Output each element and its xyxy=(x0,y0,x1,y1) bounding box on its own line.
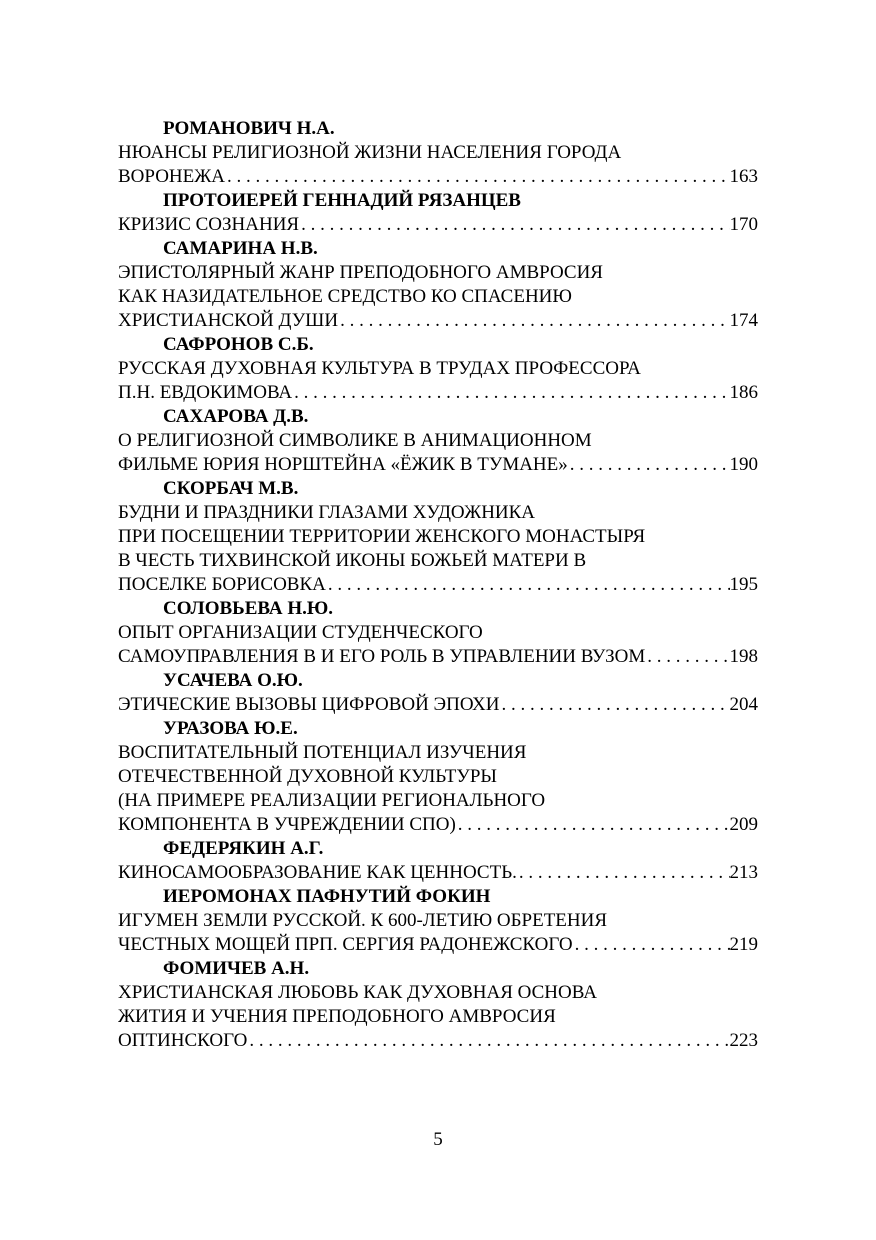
toc-title-line: (НА ПРИМЕРЕ РЕАЛИЗАЦИИ РЕГИОНАЛЬНОГО xyxy=(118,790,546,811)
toc-dot-leader xyxy=(292,381,729,405)
toc-author: ФОМИЧЕВ А.Н. xyxy=(163,958,310,979)
toc-title-text: КРИЗИС СОЗНАНИЯ xyxy=(118,214,300,235)
toc-entry xyxy=(118,885,758,957)
toc-title-line: ВОСПИТАТЕЛЬНЫЙ ПОТЕНЦИАЛ ИЗУЧЕНИЯ xyxy=(118,742,527,763)
toc-dot-leader xyxy=(338,309,729,333)
toc-page-number: 170 xyxy=(729,214,758,235)
toc-author: САХАРОВА Д.В. xyxy=(163,406,309,427)
toc-dot-leader xyxy=(247,1029,729,1053)
toc-title-line: ИГУМЕН ЗЕМЛИ РУССКОЙ. К 600-ЛЕТИЮ ОБРЕТЕНИЯ xyxy=(118,910,608,931)
toc-title-line: В ЧЕСТЬ ТИХВИНСКОЙ ИКОНЫ БОЖЬЕЙ МАТЕРИ В xyxy=(118,550,587,571)
toc-author: РОМАНОВИЧ Н.А. xyxy=(163,118,335,139)
toc-entry xyxy=(118,669,758,717)
toc-entry xyxy=(118,405,758,477)
toc-author: САФРОНОВ С.Б. xyxy=(163,334,314,355)
toc-dot-leader xyxy=(568,453,730,477)
toc-title-line: ЭПИСТОЛЯРНЫЙ ЖАНР ПРЕПОДОБНОГО АМВРОСИЯ xyxy=(118,262,603,283)
page-number: 5 xyxy=(433,1129,443,1150)
toc-title-line xyxy=(118,933,758,957)
toc-page-number: 195 xyxy=(729,574,758,595)
toc-title-line xyxy=(118,813,758,837)
toc-entry xyxy=(118,477,758,597)
toc-title-text: САМОУПРАВЛЕНИЯ В И ЕГО РОЛЬ В УПРАВЛЕНИИ ВУЗОМ xyxy=(118,646,646,667)
toc-title-text: ХРИСТИАНСКОЙ ДУШИ xyxy=(118,310,339,331)
toc-title-text: ОПТИНСКОГО xyxy=(118,1030,248,1051)
toc-title-line xyxy=(118,645,758,669)
toc-title-text: ФИЛЬМЕ ЮРИЯ НОРШТЕЙНА «ЁЖИК В ТУМАНЕ» xyxy=(118,454,568,475)
toc-title-line xyxy=(118,309,758,333)
toc-title-line xyxy=(118,381,758,405)
toc-entry xyxy=(118,957,758,1053)
toc-entry xyxy=(118,597,758,669)
toc-author: ПРОТОИЕРЕЙ ГЕННАДИЙ РЯЗАНЦЕВ xyxy=(163,190,521,211)
toc-title-line: ОТЕЧЕСТВЕННОЙ ДУХОВНОЙ КУЛЬТУРЫ xyxy=(118,766,497,787)
toc-title-line: ОПЫТ ОРГАНИЗАЦИИ СТУДЕНЧЕСКОГО xyxy=(118,622,483,643)
toc-title-line xyxy=(118,213,758,237)
toc-title-line xyxy=(118,573,758,597)
toc-dot-leader xyxy=(573,933,730,957)
table-of-contents xyxy=(118,117,758,1053)
toc-entry xyxy=(118,837,758,885)
toc-dot-leader xyxy=(645,645,729,669)
toc-title-text: ЧЕСТНЫХ МОЩЕЙ ПРП. СЕРГИЯ РАДОНЕЖСКОГО xyxy=(118,934,573,955)
toc-title-text: КОМПОНЕНТА В УЧРЕЖДЕНИИ СПО) xyxy=(118,814,456,835)
toc-title-line xyxy=(118,165,758,189)
toc-page-number: 219 xyxy=(729,934,758,955)
toc-page-number: 213 xyxy=(729,862,758,883)
toc-entry xyxy=(118,237,758,333)
toc-title-line: О РЕЛИГИОЗНОЙ СИМВОЛИКЕ В АНИМАЦИОННОМ xyxy=(118,430,592,451)
toc-dot-leader xyxy=(500,693,730,717)
toc-entry xyxy=(118,117,758,189)
toc-author: ФЕДЕРЯКИН А.Г. xyxy=(163,838,324,859)
toc-title-line xyxy=(118,1029,758,1053)
toc-page-number: 209 xyxy=(729,814,758,835)
toc-author: УСАЧЕВА О.Ю. xyxy=(163,670,303,691)
toc-page-number: 198 xyxy=(729,646,758,667)
toc-title-line xyxy=(118,453,758,477)
toc-page-number: 190 xyxy=(729,454,758,475)
toc-title-line: БУДНИ И ПРАЗДНИКИ ГЛАЗАМИ ХУДОЖНИКА xyxy=(118,502,536,523)
toc-dot-leader xyxy=(456,813,730,837)
toc-page-number: 174 xyxy=(729,310,758,331)
toc-title-text: КИНОСАМООБРАЗОВАНИЕ КАК ЦЕННОСТЬ. xyxy=(118,862,517,883)
toc-title-text: ПОСЕЛКЕ БОРИСОВКА xyxy=(118,574,326,595)
toc-title-line: ЖИТИЯ И УЧЕНИЯ ПРЕПОДОБНОГО АМВРОСИЯ xyxy=(118,1006,556,1027)
toc-title-text: ЭТИЧЕСКИЕ ВЫЗОВЫ ЦИФРОВОЙ ЭПОХИ xyxy=(118,694,500,715)
toc-dot-leader xyxy=(225,165,730,189)
toc-author: УРАЗОВА Ю.Е. xyxy=(163,718,298,739)
toc-title-line: ХРИСТИАНСКАЯ ЛЮБОВЬ КАК ДУХОВНАЯ ОСНОВА xyxy=(118,982,597,1003)
toc-author: ИЕРОМОНАХ ПАФНУТИЙ ФОКИН xyxy=(163,886,491,907)
toc-entry xyxy=(118,717,758,837)
toc-title-text: ВОРОНЕЖА xyxy=(118,166,225,187)
toc-page-number: 204 xyxy=(729,694,758,715)
toc-title-line: ПРИ ПОСЕЩЕНИИ ТЕРРИТОРИИ ЖЕНСКОГО МОНАСТЫРЯ xyxy=(118,526,646,547)
toc-page-number: 186 xyxy=(729,382,758,403)
toc-dot-leader xyxy=(517,861,730,885)
toc-page-number: 163 xyxy=(729,166,758,187)
toc-page-number: 223 xyxy=(729,1030,758,1051)
toc-title-line: КАК НАЗИДАТЕЛЬНОЕ СРЕДСТВО КО СПАСЕНИЮ xyxy=(118,286,572,307)
toc-entry xyxy=(118,189,758,237)
toc-title-line: РУССКАЯ ДУХОВНАЯ КУЛЬТУРА В ТРУДАХ ПРОФЕССОРА xyxy=(118,358,641,379)
toc-entry xyxy=(118,333,758,405)
toc-dot-leader xyxy=(299,213,729,237)
toc-author: СКОРБАЧ М.В. xyxy=(163,478,299,499)
toc-dot-leader xyxy=(326,573,730,597)
toc-title-line: НЮАНСЫ РЕЛИГИОЗНОЙ ЖИЗНИ НАСЕЛЕНИЯ ГОРОДА xyxy=(118,142,622,163)
toc-title-line xyxy=(118,861,758,885)
toc-title-line xyxy=(118,693,758,717)
toc-title-text: П.Н. ЕВДОКИМОВА xyxy=(118,382,293,403)
toc-author: САМАРИНА Н.В. xyxy=(163,238,318,259)
toc-author: СОЛОВЬЕВА Н.Ю. xyxy=(163,598,334,619)
